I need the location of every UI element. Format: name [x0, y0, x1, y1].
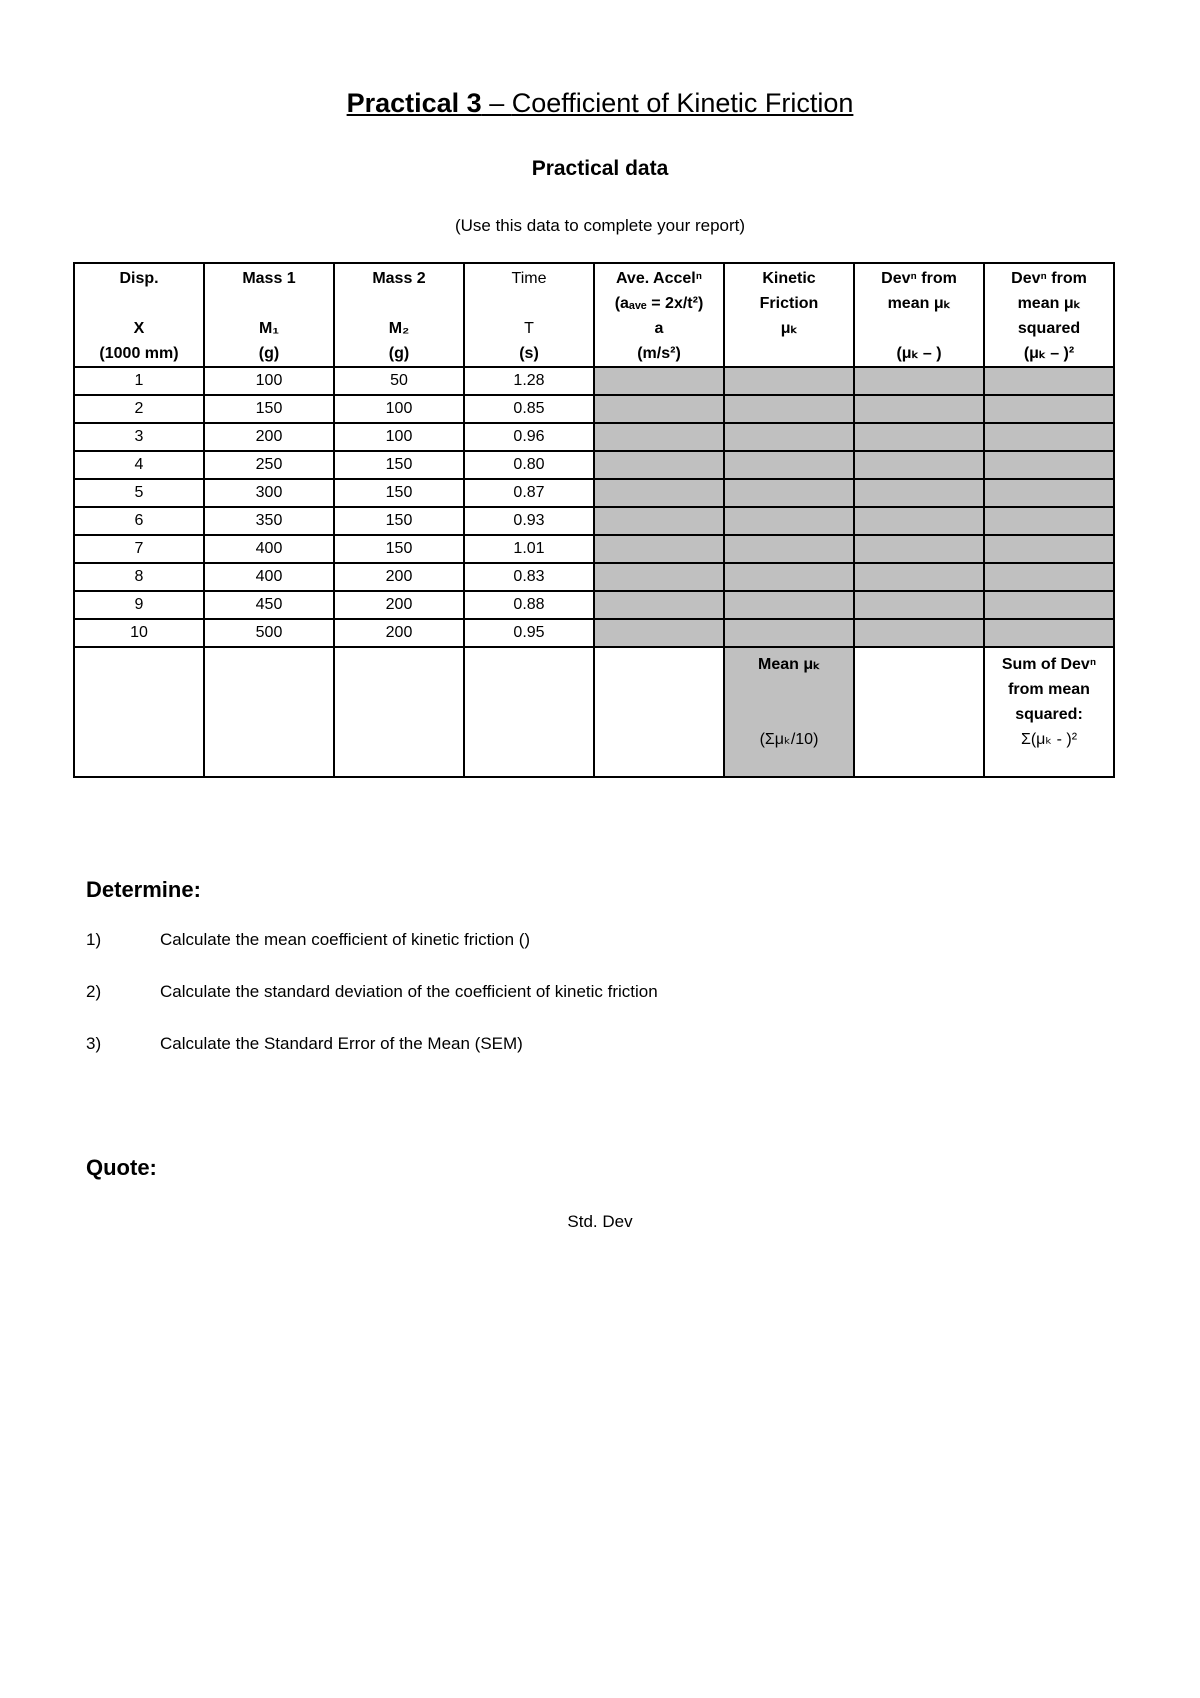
mean-formula: (Σμₖ/10) [759, 731, 819, 748]
cell-disp: 9 [74, 591, 204, 619]
sum-label-line: from mean [1008, 681, 1090, 698]
cell-mass2: 200 [334, 591, 464, 619]
table-row [74, 619, 1114, 647]
cell-disp: 10 [74, 619, 204, 647]
cell-disp: 1 [74, 367, 204, 395]
cell-deviation-squared[interactable] [984, 591, 1114, 619]
cell-mass1: 450 [204, 591, 334, 619]
col-header-deviation-squared [984, 263, 1114, 367]
determine-heading: Determine: [86, 877, 201, 902]
question-item [86, 982, 658, 1002]
col-header-line: Devⁿ from [1011, 270, 1087, 287]
cell-kinetic-friction[interactable] [724, 367, 854, 395]
cell-mass2: 200 [334, 563, 464, 591]
cell-deviation-squared[interactable] [984, 395, 1114, 423]
cell-deviation[interactable] [854, 619, 984, 647]
cell-deviation[interactable] [854, 451, 984, 479]
cell-kinetic-friction[interactable] [724, 535, 854, 563]
col-header-line: M₁ [259, 320, 279, 337]
col-header-line: Kinetic [762, 270, 816, 287]
cell-time: 0.95 [464, 619, 594, 647]
sum-label-line: squared: [1015, 706, 1083, 723]
col-header-mass2 [334, 263, 464, 367]
cell-time: 0.80 [464, 451, 594, 479]
col-header-line [855, 316, 983, 341]
col-header-line: Time [511, 270, 547, 287]
cell-deviation-squared[interactable] [984, 619, 1114, 647]
col-header-line: (μₖ – )² [1023, 345, 1075, 362]
cell-kinetic-friction[interactable] [724, 451, 854, 479]
cell-time: 0.87 [464, 479, 594, 507]
question-number: 2) [86, 982, 102, 1001]
cell-time: 1.28 [464, 367, 594, 395]
table-row [74, 395, 1114, 423]
cell-acceleration[interactable] [594, 395, 724, 423]
cell-acceleration[interactable] [594, 507, 724, 535]
table-row [74, 423, 1114, 451]
practical-data-table [73, 262, 1115, 778]
col-header-line: X [133, 320, 145, 337]
cell-deviation-squared[interactable] [984, 507, 1114, 535]
title-separator: – [481, 88, 512, 118]
col-header-line: squared [1017, 320, 1081, 337]
col-header-line: Mass 1 [242, 270, 296, 287]
cell-deviation-squared[interactable] [984, 535, 1114, 563]
cell-mass2: 100 [334, 423, 464, 451]
col-header-acceleration [594, 263, 724, 367]
question-text: Calculate the Standard Error of the Mean (SEM) [160, 1034, 523, 1053]
cell-time: 1.01 [464, 535, 594, 563]
cell-time: 0.96 [464, 423, 594, 451]
question-item [86, 1034, 523, 1054]
col-header-line: mean μₖ [887, 295, 951, 312]
cell-disp: 2 [74, 395, 204, 423]
col-header-disp [74, 263, 204, 367]
cell-deviation[interactable] [854, 367, 984, 395]
cell-mass1: 200 [204, 423, 334, 451]
cell-kinetic-friction[interactable] [724, 479, 854, 507]
col-header-line: Mass 2 [372, 270, 426, 287]
cell-mass2: 150 [334, 451, 464, 479]
table-header-row [74, 263, 1114, 367]
spacer [725, 677, 853, 702]
cell-acceleration[interactable] [594, 367, 724, 395]
cell-time: 0.88 [464, 591, 594, 619]
cell-acceleration[interactable] [594, 535, 724, 563]
cell-mass1: 350 [204, 507, 334, 535]
cell-mass1: 150 [204, 395, 334, 423]
title-rest: Coefficient of Kinetic Friction [511, 88, 854, 118]
cell-deviation-squared[interactable] [984, 479, 1114, 507]
cell-mass1: 400 [204, 563, 334, 591]
cell-deviation-squared[interactable] [984, 367, 1114, 395]
cell-mass1: 500 [204, 619, 334, 647]
cell-disp: 5 [74, 479, 204, 507]
cell-mass2: 200 [334, 619, 464, 647]
question-text: Calculate the mean coefficient of kinetic friction () [160, 930, 531, 949]
question-number: 1) [86, 930, 102, 949]
cell-deviation-squared[interactable] [984, 423, 1114, 451]
table-row [74, 591, 1114, 619]
page-subtitle: Practical data [531, 157, 669, 180]
col-header-line: μₖ [780, 320, 798, 337]
cell-mass2: 50 [334, 367, 464, 395]
table-row [74, 479, 1114, 507]
mean-label: Mean μₖ [758, 656, 820, 673]
footer-empty-cell [74, 647, 204, 777]
page-title [0, 88, 1200, 119]
cell-acceleration[interactable] [594, 619, 724, 647]
cell-deviation[interactable] [854, 591, 984, 619]
question-text: Calculate the standard deviation of the coefficient of kinetic friction [160, 982, 658, 1001]
col-header-line: (g) [258, 345, 280, 362]
cell-disp: 7 [74, 535, 204, 563]
col-header-line [725, 341, 853, 366]
table-row [74, 507, 1114, 535]
cell-deviation-squared[interactable] [984, 451, 1114, 479]
cell-disp: 4 [74, 451, 204, 479]
spacer [725, 702, 853, 727]
cell-disp: 6 [74, 507, 204, 535]
col-header-mass1 [204, 263, 334, 367]
col-header-line: Ave. Accelⁿ [615, 270, 703, 287]
cell-mass2: 100 [334, 395, 464, 423]
question-number: 3) [86, 1034, 102, 1053]
cell-mass2: 150 [334, 479, 464, 507]
col-header-kinetic-friction [724, 263, 854, 367]
col-header-line [335, 291, 463, 316]
question-item [86, 930, 530, 950]
cell-disp: 8 [74, 563, 204, 591]
cell-kinetic-friction[interactable] [724, 591, 854, 619]
sum-deviation-squared-cell[interactable] [984, 647, 1114, 777]
cell-deviation[interactable] [854, 395, 984, 423]
cell-kinetic-friction[interactable] [724, 563, 854, 591]
cell-deviation[interactable] [854, 563, 984, 591]
footer-empty-cell [854, 647, 984, 777]
cell-deviation[interactable] [854, 535, 984, 563]
col-header-line: Friction [759, 295, 819, 312]
title-bold: Practical 3 [346, 88, 482, 118]
table-row [74, 563, 1114, 591]
cell-mass1: 300 [204, 479, 334, 507]
cell-kinetic-friction[interactable] [724, 619, 854, 647]
col-header-line: (g) [388, 345, 410, 362]
cell-acceleration[interactable] [594, 563, 724, 591]
footer-empty-cell [594, 647, 724, 777]
cell-time: 0.85 [464, 395, 594, 423]
sum-label-line: Sum of Devⁿ [1001, 656, 1097, 673]
cell-mass1: 250 [204, 451, 334, 479]
cell-acceleration[interactable] [594, 591, 724, 619]
cell-acceleration[interactable] [594, 423, 724, 451]
quote-heading: Quote: [86, 1155, 157, 1180]
cell-time: 0.93 [464, 507, 594, 535]
footer-empty-cell [204, 647, 334, 777]
cell-deviation[interactable] [854, 507, 984, 535]
usage-note: (Use this data to complete your report) [454, 216, 746, 235]
col-header-line: a [654, 320, 664, 337]
cell-kinetic-friction[interactable] [724, 507, 854, 535]
cell-mass1: 100 [204, 367, 334, 395]
cell-kinetic-friction[interactable] [724, 395, 854, 423]
col-header-line: (aₐᵥₑ = 2x/t²) [614, 295, 704, 312]
cell-time: 0.83 [464, 563, 594, 591]
cell-kinetic-friction[interactable] [724, 423, 854, 451]
footer-empty-cell [464, 647, 594, 777]
col-header-line: (μₖ – ) [896, 345, 942, 362]
col-header-line: M₂ [388, 320, 410, 337]
cell-mass1: 400 [204, 535, 334, 563]
cell-disp: 3 [74, 423, 204, 451]
col-header-deviation [854, 263, 984, 367]
table-footer-row [74, 647, 1114, 777]
col-header-line: (m/s²) [637, 345, 681, 362]
col-header-time [464, 263, 594, 367]
cell-deviation[interactable] [854, 479, 984, 507]
footer-empty-cell [334, 647, 464, 777]
col-header-line [465, 291, 593, 316]
cell-mass2: 150 [334, 507, 464, 535]
table-row [74, 367, 1114, 395]
col-header-line: Disp. [119, 270, 159, 287]
col-header-line: Devⁿ from [881, 270, 957, 287]
col-header-line: mean μₖ [1017, 295, 1081, 312]
mean-kinetic-friction-cell[interactable] [724, 647, 854, 777]
sum-formula: Σ(μₖ - )² [1020, 731, 1078, 748]
cell-acceleration[interactable] [594, 479, 724, 507]
std-dev-label: Std. Dev [567, 1212, 633, 1231]
col-header-line [75, 291, 203, 316]
col-header-line [205, 291, 333, 316]
table-row [74, 535, 1114, 563]
table-row [74, 451, 1114, 479]
col-header-line: T [524, 320, 534, 337]
cell-mass2: 150 [334, 535, 464, 563]
cell-acceleration[interactable] [594, 451, 724, 479]
cell-deviation[interactable] [854, 423, 984, 451]
col-header-line: (s) [519, 345, 539, 362]
col-header-line: (1000 mm) [99, 345, 179, 362]
cell-deviation-squared[interactable] [984, 563, 1114, 591]
